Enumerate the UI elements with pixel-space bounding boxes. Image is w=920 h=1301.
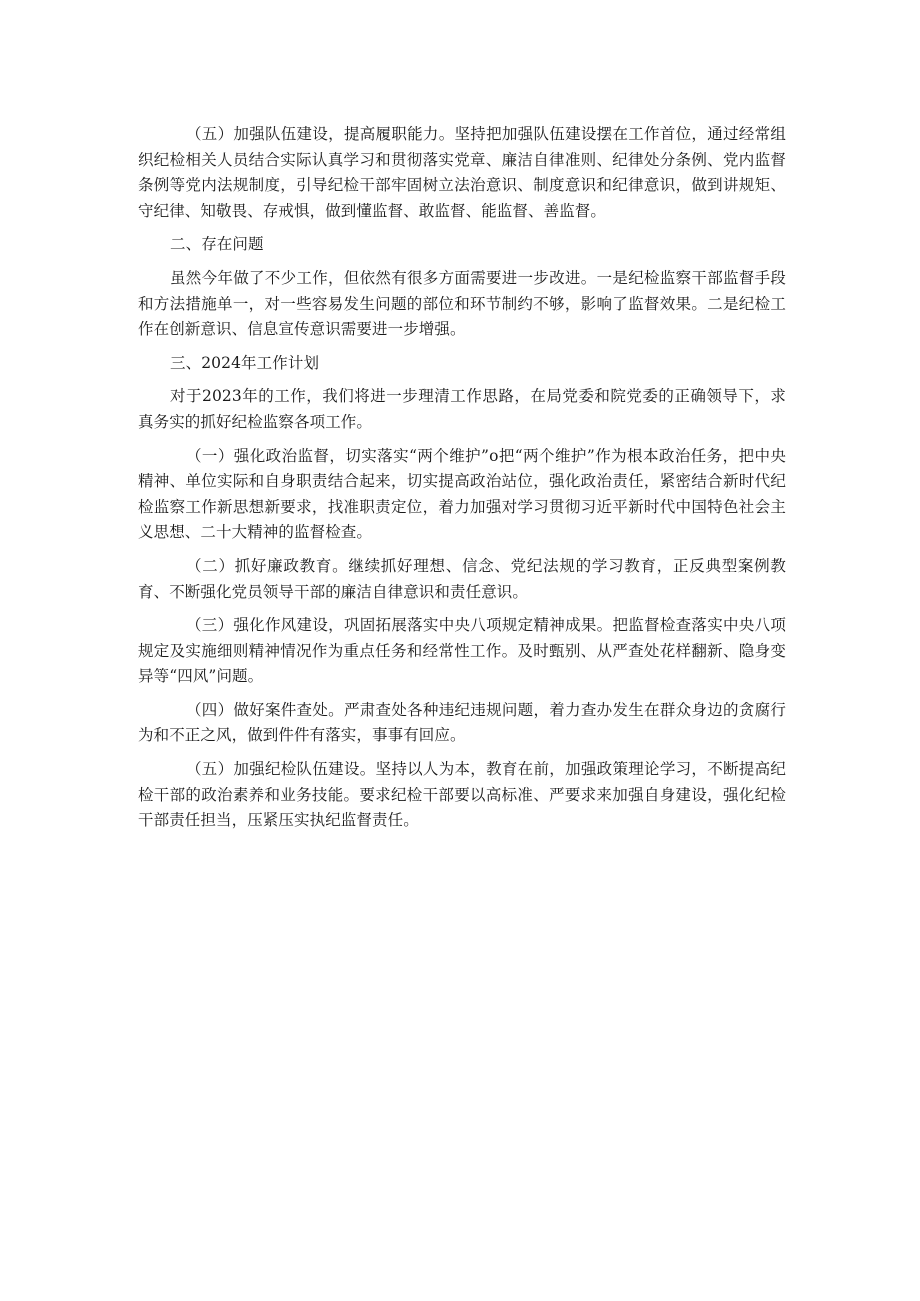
- paragraph-plan-item-2: （二）抓好廉政教育。继续抓好理想、信念、党纪法规的学习教育，正反典型案例教育、不断强化党员领导干部的廉洁自律意识和责任意识。: [138, 556, 786, 601]
- section-heading-problems: 二、存在问题: [170, 235, 264, 254]
- paragraph-plan-item-3: （三）强化作风建设，巩固拓展落实中央八项规定精神成果。把监督检查落实中央八项规定及实施细则精神情况作为重点任务和经常性工作。及时甄别、从严查处花样翻新、隐身变异等“四风”问题。: [138, 616, 786, 686]
- section-heading-work-plan: 三、2024年工作计划: [170, 353, 320, 372]
- document-body: [138, 122, 786, 842]
- paragraph-plan-item-1: （一）强化政治监督，切实落实“两个维护”o把“两个维护”作为根本政治任务，把中央精神、单位实际和自身职责结合起来，切实提高政治站位，强化政治责任，紧密结合新时代纪检监察工作新思想新要求，找准职责定位，着力加强对学习贯彻习近平新时代中国特色社会主义思想、二十大精神的监督检查。: [138, 446, 786, 542]
- paragraph-plan-item-5: （五）加强纪检队伍建设。坚持以人为本，教育在前，加强政策理论学习，不断提高纪检干部的政治素养和业务技能。要求纪检干部要以高标准、严要求来加强自身建设，强化纪检干部责任担当，压紧压实执纪监督责任。: [138, 760, 786, 830]
- paragraph-team-building: （五）加强队伍建设，提高履职能力。坚持把加强队伍建设摆在工作首位，通过经常组织纪检相关人员结合实际认真学习和贯彻落实党章、廉洁自律准则、纪律处分条例、党内监督条例等党内法规制度，引导纪检干部牢固树立法治意识、制度意识和纪律意识，做到讲规矩、守纪律、知敬畏、存戒惧，做到懂监督、敢监督、能监督、善监督。: [138, 125, 786, 220]
- paragraph-plan-intro: 对于2023年的工作，我们将进一步理清工作思路，在局党委和院党委的正确领导下，求真务实的抓好纪检监察各项工作。: [138, 387, 786, 431]
- paragraph-problems: 虽然今年做了不少工作，但依然有很多方面需要进一步改进。一是纪检监察干部监督手段和方法措施单一，对一些容易发生问题的部位和环节制约不够，影响了监督效果。二是纪检工作在创新意识、信息宣传意识需要进一步增强。: [138, 268, 786, 339]
- paragraph-plan-item-4: （四）做好案件查处。严肃查处各种违纪违规问题，着力查办发生在群众身边的贪腐行为和不正之风，做到件件有落实，事事有回应。: [138, 700, 786, 745]
